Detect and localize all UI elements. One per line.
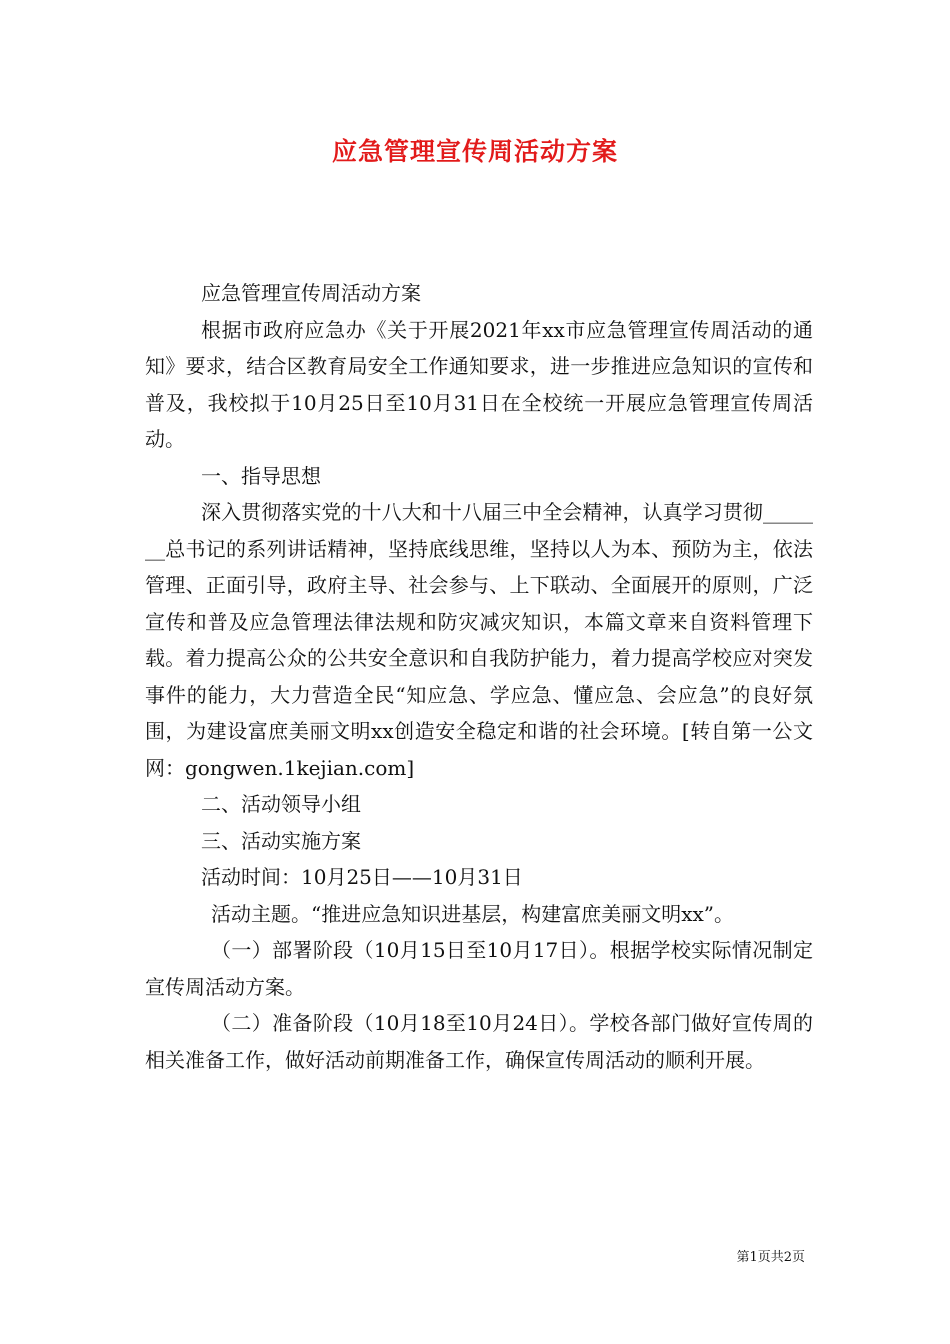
- paragraph-heading: 应急管理宣传周活动方案: [201, 281, 421, 305]
- section-heading-implementation: 三、活动实施方案: [201, 828, 361, 853]
- paragraph-intro: 根据市政府应急办《关于开展2021年xx市应急管理宣传周活动的通知》要求，结合区教育局安全工作通知要求，进一步推进应急知识的宣传和普及，我校拟于10月25日至10月31日在全校统一开展应急管理宣传周活动。: [145, 317, 813, 451]
- paragraph-activity-time: 活动时间：10月25日——10月31日: [201, 865, 523, 889]
- page-number: 第1页共2页: [736, 1250, 805, 1265]
- section-heading-leading-group: 二、活动领导小组: [201, 792, 361, 816]
- section-heading-guiding-ideology: 一、指导思想: [201, 463, 321, 488]
- paragraph-activity-theme: 活动主题。“推进应急知识进基层，构建富庶美丽文明xx”。: [211, 901, 735, 926]
- document-title: 应急管理宣传周活动方案: [331, 137, 618, 166]
- paragraph-guiding-ideology: 深入贯彻落实党的十八大和十八届三中全会精神，认真学习贯彻_______总书记的系列讲话精神，坚持底线思维，坚持以人为本、预防为主，依法管理、正面引导，政府主导、社会参与、上下联动、全面展开的原则，广泛宣传和普及应急管理法律法规和防灾减灾知识，本篇文章来自资料管理下载。着力提高公众的公共安全意识和自我防护能力，着力提高学校应对突发事件的能力，大力营造全民“知应急、学应急、懂应急、会应急”的良好氛围，为建设富庶美丽文明xx创造安全稳定和谐的社会环境。[转自第一公文网：gongwen.1kejian.com]: [145, 500, 813, 780]
- paragraph-preparation-stage: （二）准备阶段（10月18至10月24日）。学校各部门做好宣传周的相关准备工作，做好活动前期准备工作，确保宣传周活动的顺利开展。: [145, 1011, 813, 1072]
- document-body: [145, 275, 813, 1078]
- paragraph-deployment-stage: （一）部署阶段（10月15日至10月17日）。根据学校实际情况制定宣传周活动方案。: [145, 938, 813, 999]
